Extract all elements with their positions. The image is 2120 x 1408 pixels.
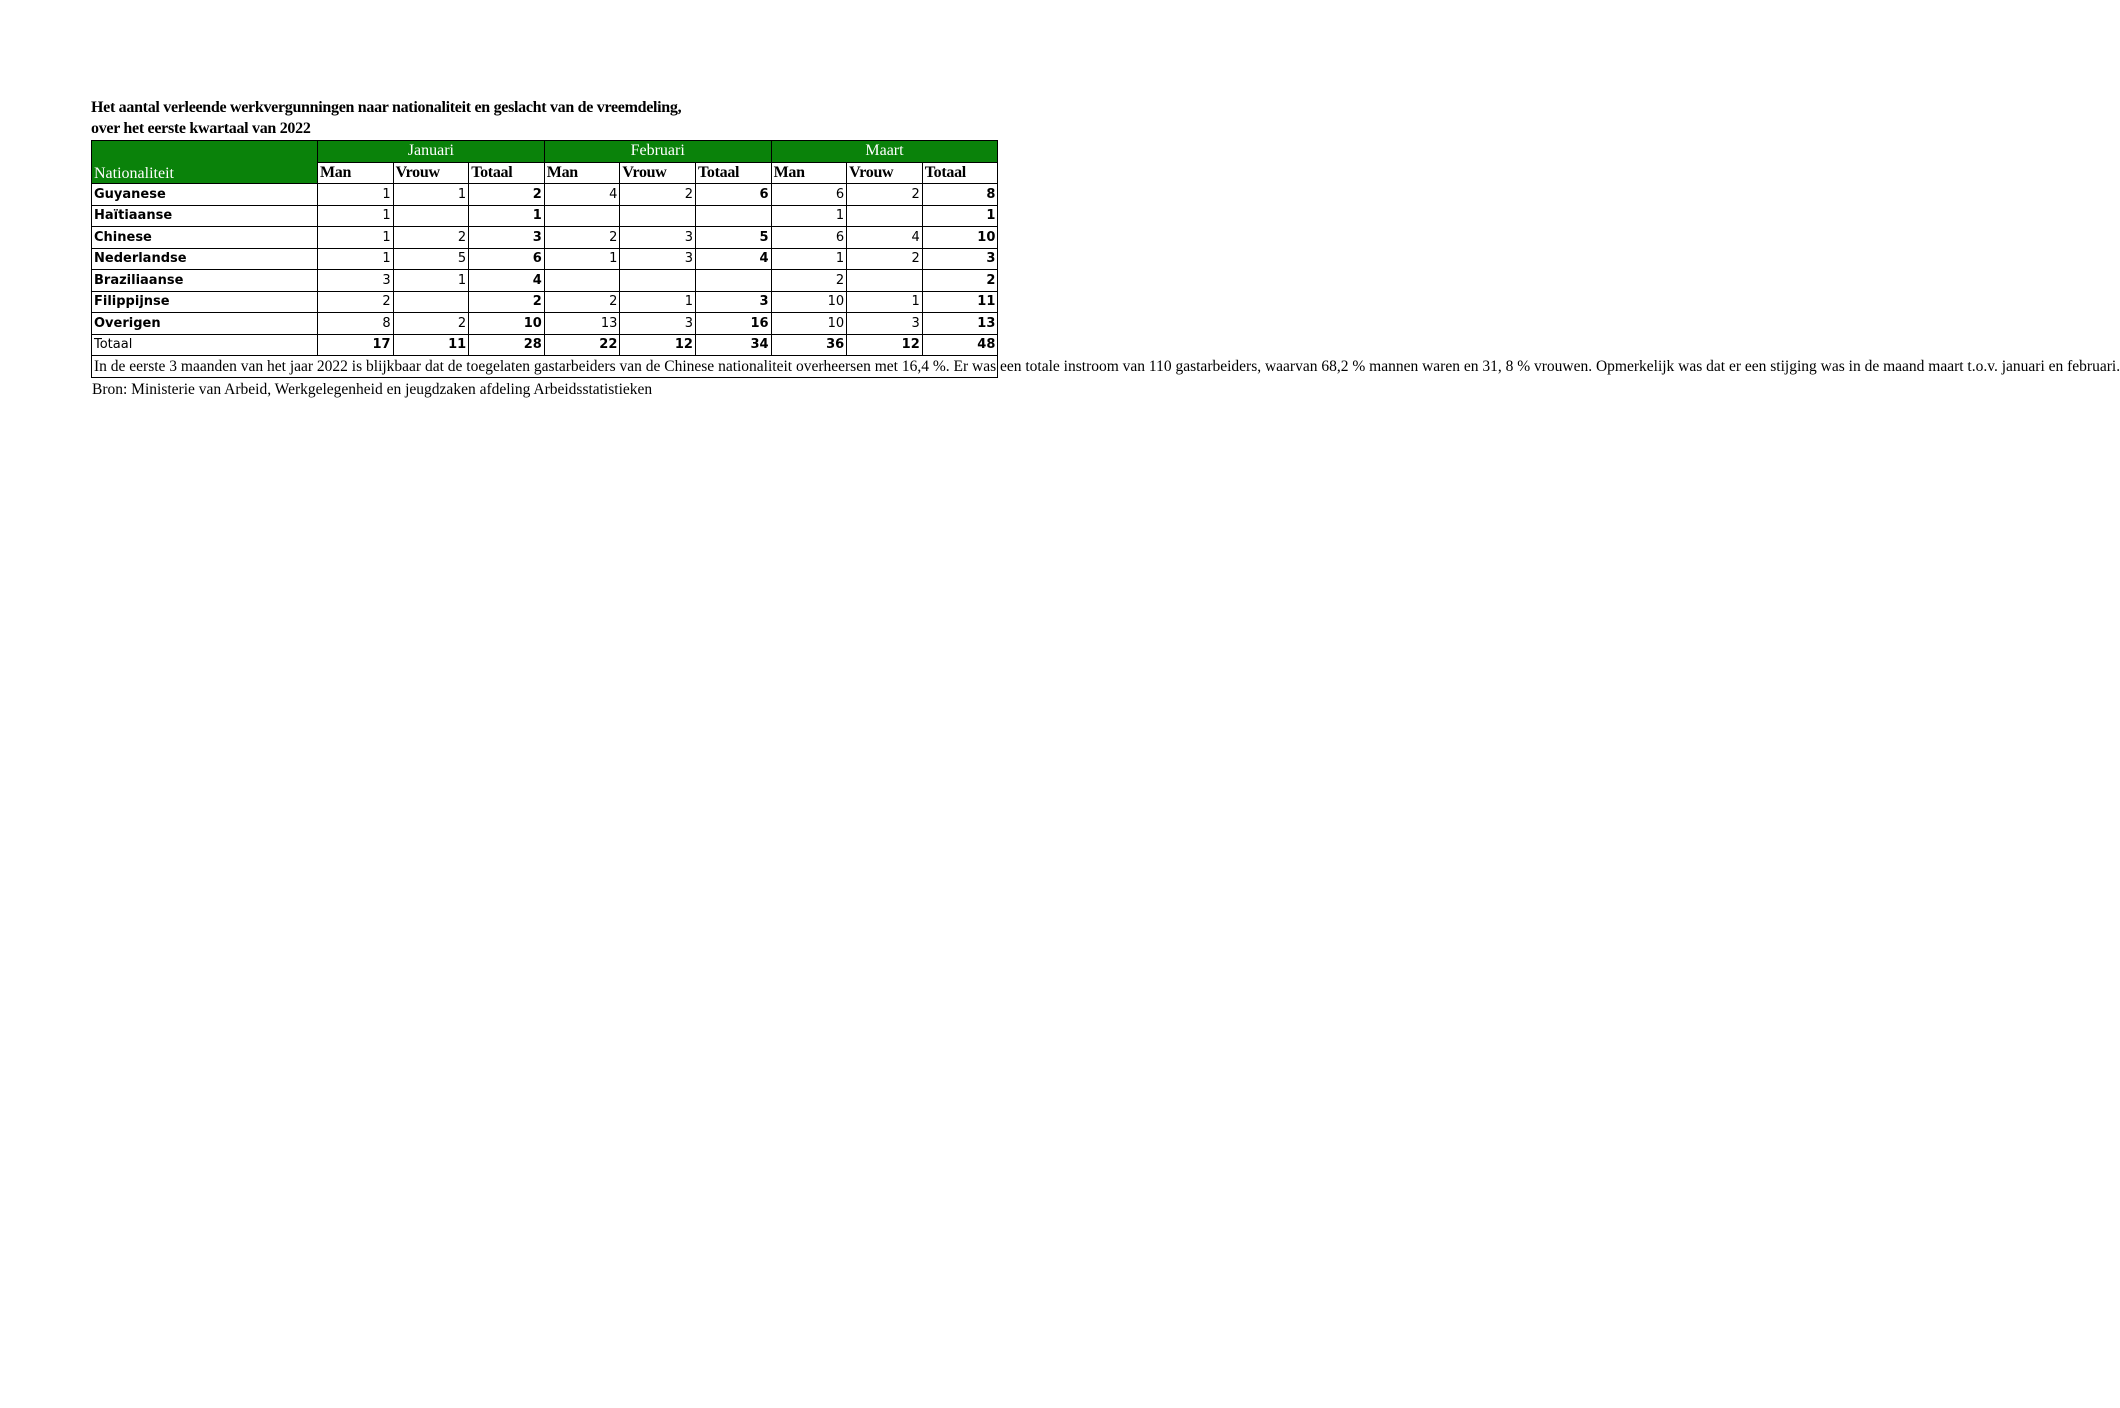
sub-header-man: Man (544, 162, 620, 184)
total-value: 12 (847, 334, 923, 356)
cell-value: 2 (847, 248, 923, 270)
total-value: 48 (922, 334, 998, 356)
total-value: 28 (469, 334, 545, 356)
cell-value: 13 (544, 313, 620, 335)
cell-value (847, 205, 923, 227)
sub-header-man: Man (318, 162, 394, 184)
cell-value: 10 (771, 291, 847, 313)
cell-value: 2 (847, 184, 923, 206)
table-row (92, 248, 998, 270)
cell-value: 6 (695, 184, 771, 206)
cell-value (847, 270, 923, 292)
table-row (92, 291, 998, 313)
cell-value: 2 (318, 291, 394, 313)
month-header-maart: Maart (771, 141, 998, 163)
row-label: Braziliaanse (92, 270, 318, 292)
row-label: Overigen (92, 313, 318, 335)
cell-value: 6 (469, 248, 545, 270)
cell-value: 8 (318, 313, 394, 335)
cell-value: 4 (544, 184, 620, 206)
month-header-februari: Februari (544, 141, 771, 163)
row-label: Haïtiaanse (92, 205, 318, 227)
cell-value: 13 (922, 313, 998, 335)
sub-header-vrouw: Vrouw (847, 162, 923, 184)
cell-value: 2 (544, 291, 620, 313)
cell-value: 16 (695, 313, 771, 335)
table-body (92, 184, 2120, 378)
cell-value (695, 205, 771, 227)
cell-value: 2 (393, 227, 469, 249)
total-value: 12 (620, 334, 696, 356)
total-value: 17 (318, 334, 394, 356)
cell-value (620, 270, 696, 292)
sub-header-vrouw: Vrouw (620, 162, 696, 184)
row-label: Filippijnse (92, 291, 318, 313)
cell-value: 1 (318, 248, 394, 270)
title-line-2: over het eerste kwartaal van 2022 (91, 120, 311, 137)
cell-value: 10 (922, 227, 998, 249)
cell-value: 3 (695, 291, 771, 313)
month-header-januari: Januari (318, 141, 545, 163)
cell-value: 1 (620, 291, 696, 313)
cell-value (695, 270, 771, 292)
cell-value (393, 205, 469, 227)
cell-value: 1 (544, 248, 620, 270)
total-value: 34 (695, 334, 771, 356)
table-row (92, 227, 998, 249)
sub-header-totaal: Totaal (695, 162, 771, 184)
cell-value: 1 (469, 205, 545, 227)
cell-value: 2 (544, 227, 620, 249)
cell-value: 4 (695, 248, 771, 270)
cell-value (393, 291, 469, 313)
cell-value: 4 (847, 227, 923, 249)
sub-header-man: Man (771, 162, 847, 184)
cell-value: 1 (393, 184, 469, 206)
cell-value: 1 (847, 291, 923, 313)
sub-header-vrouw: Vrouw (393, 162, 469, 184)
cell-value: 2 (922, 270, 998, 292)
sub-header-totaal: Totaal (469, 162, 545, 184)
table-row (92, 205, 998, 227)
cell-value: 2 (469, 291, 545, 313)
cell-value: 1 (771, 205, 847, 227)
cell-value: 3 (620, 248, 696, 270)
cell-value: 1 (318, 227, 394, 249)
work-permits-table (91, 140, 2120, 378)
cell-value: 1 (318, 184, 394, 206)
cell-value: 10 (771, 313, 847, 335)
total-value: 22 (544, 334, 620, 356)
cell-value (544, 205, 620, 227)
table-row (92, 270, 998, 292)
note-row (92, 356, 998, 378)
total-label: Totaal (92, 334, 318, 356)
cell-value: 6 (771, 184, 847, 206)
cell-value: 11 (922, 291, 998, 313)
total-value: 11 (393, 334, 469, 356)
cell-value: 1 (771, 248, 847, 270)
cell-value: 3 (620, 313, 696, 335)
cell-value: 1 (318, 205, 394, 227)
cell-value: 10 (469, 313, 545, 335)
cell-value: 2 (620, 184, 696, 206)
cell-value: 4 (469, 270, 545, 292)
cell-value: 2 (469, 184, 545, 206)
cell-value: 3 (847, 313, 923, 335)
month-header-row (92, 141, 998, 163)
row-label: Guyanese (92, 184, 318, 206)
table-row (92, 313, 998, 335)
cell-value: 1 (393, 270, 469, 292)
cell-value (544, 270, 620, 292)
cell-value: 5 (695, 227, 771, 249)
cell-value: 2 (393, 313, 469, 335)
row-label: Nederlandse (92, 248, 318, 270)
table-note: In de eerste 3 maanden van het jaar 2022 is blijkbaar dat de toegelaten gastarbeiders van de Chinese nationaliteit overheersen met 16,4 %. Er was een totale instroom van 110 gastarbeiders, waarvan 68,2 % mannen waren en 31, 8 % vrouwen. Opmerkelijk was dat er een stijging was in de maand maart t.o.v. januari en februari. (92, 356, 998, 378)
cell-value: 1 (922, 205, 998, 227)
row-label: Chinese (92, 227, 318, 249)
cell-value: 3 (922, 248, 998, 270)
cell-value: 5 (393, 248, 469, 270)
cell-value: 3 (620, 227, 696, 249)
cell-value: 2 (771, 270, 847, 292)
cell-value: 8 (922, 184, 998, 206)
cell-value (620, 205, 696, 227)
total-row (92, 334, 998, 356)
document-page (91, 97, 2120, 401)
source-line: Bron: Ministerie van Arbeid, Werkgelegenheid en jeugdzaken afdeling Arbeidsstatistieken (92, 381, 653, 398)
nationality-header: Nationaliteit (92, 141, 318, 184)
table-row (92, 184, 998, 206)
cell-value: 3 (469, 227, 545, 249)
cell-value: 6 (771, 227, 847, 249)
total-value: 36 (771, 334, 847, 356)
title-line-1: Het aantal verleende werkvergunningen naar nationaliteit en geslacht van de vreemdeling, (91, 99, 682, 116)
sub-header-totaal: Totaal (922, 162, 998, 184)
cell-value: 3 (318, 270, 394, 292)
